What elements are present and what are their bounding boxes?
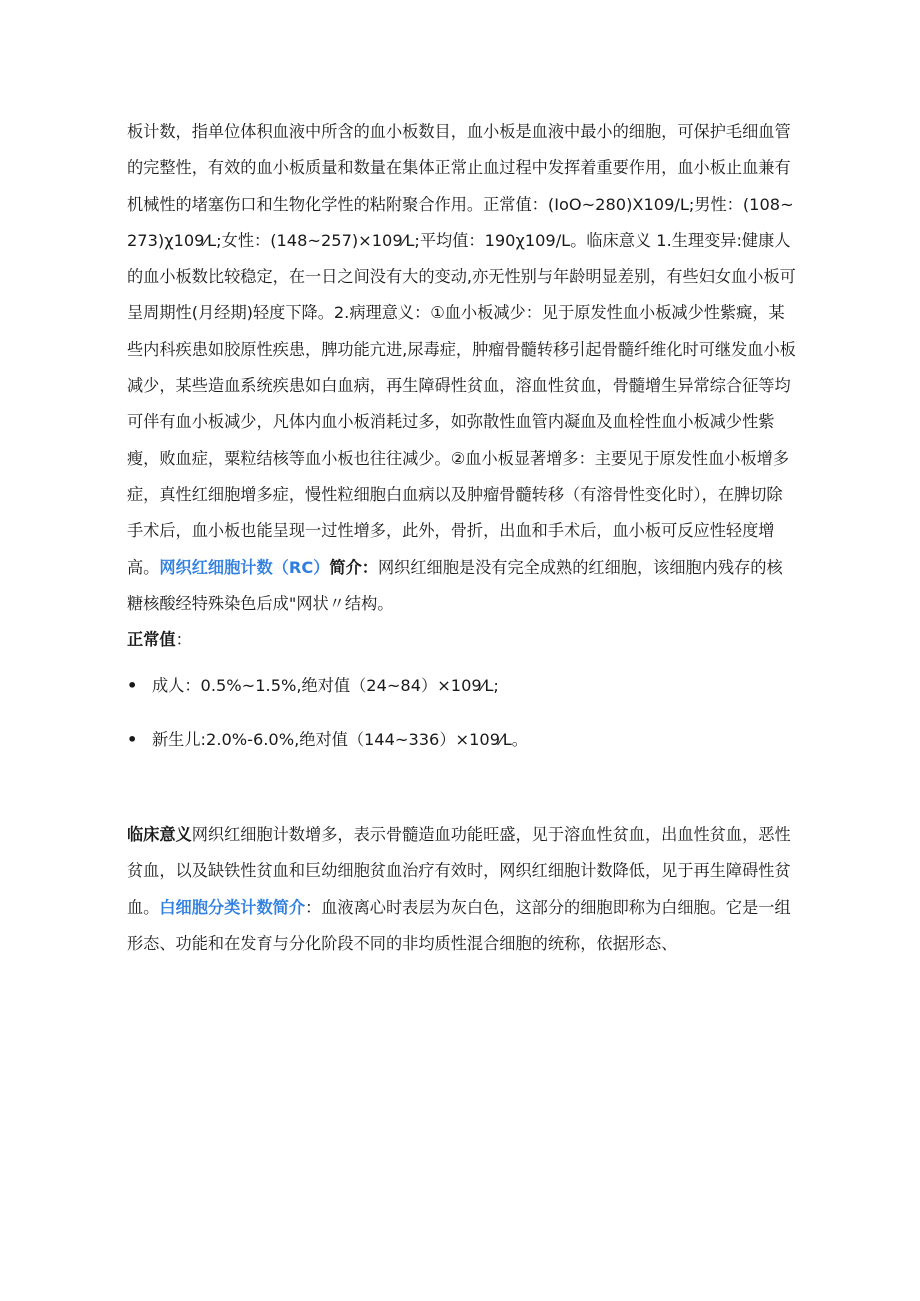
paragraph-clinical-significance (127, 817, 796, 962)
list-item (127, 668, 796, 704)
normal-value-colon: ： (175, 630, 192, 650)
wbc-intro-text: ：血液离心时表层为灰白色，这部分的细胞即称为白细胞。它是一组形态、功能和在发育与分化阶段不同的非均质性混合细胞的统称，依据形态、 (127, 897, 791, 953)
bullet-icon: • (127, 676, 138, 696)
clinical-significance-label: 临床意义 (127, 825, 192, 845)
paragraph-platelet (127, 114, 796, 622)
link-reticulocyte-count[interactable]: 网织红细胞计数（RC） (159, 557, 330, 577)
list-item-text: 新生儿:2.0%-6.0%,绝对值（144~336）×109⁄L。 (152, 729, 528, 749)
reticulocyte-intro-text: 网织红细胞是没有完全成熟的红细胞，该细胞内残存的核糖核酸经特殊染色后成"网状〃结构。 (127, 557, 783, 613)
clinical-significance-text: 网织红细胞计数增多，表示骨髓造血功能旺盛，见于溶血性贫血，出血性贫血，恶性贫血，以及缺铁性贫血和巨幼细胞贫血治疗有效时，网织红细胞计数降低，见于再生障碍性贫血。 (127, 825, 791, 917)
platelet-text: 板计数，指单位体积血液中所含的血小板数目，血小板是血液中最小的细胞，可保护毛细血管的完整性，有效的血小板质量和数量在集体正常止血过程中发挥着重要作用，血小板止血兼有机械性的堵塞伤口和生物化学性的粘附聚合作用。正常值：(IoO~280)X109/L;男性：(108~273)χ109⁄L;女性：(148~257)×109⁄L;平均值：190χ109/L。临床意义 1.生理变异:健康人的血小板数比较稳定，在一日之间没有大的变动,亦无性别与年龄明显差别，有些妇女血小板可呈周期性(月经期)轻度下降。2.病理意义：①血小板减少：见于原发性血小板减少性紫癍，某些内科疾患如胶原性疾患，脾功能亢进,尿毒症，肿瘤骨髓转移引起骨髓纤维化时可继发血小板减少，某些造血系统疾患如白血病，再生障碍性贫血，溶血性贫血，骨髓增生异常综合征等均可伴有血小板减少，凡体内血小板消耗过多，如弥散性血管内凝血及血栓性血小板减少性紫瘦，败血症，粟粒结核等血小板也往往减少。②血小板显著增多：主要见于原发性血小板增多症，真性红细胞增多症，慢性粒细胞白血病以及肿瘤骨髓转移（有溶骨性变化时），在脾切除手术后，血小板也能呈现一过性增多，此外，骨折，出血和手术后，血小板可反应性轻度增高。 (127, 122, 796, 577)
normal-value-heading (127, 622, 796, 658)
spacer (127, 775, 796, 817)
normal-value-list (127, 668, 796, 758)
list-item (127, 722, 796, 758)
bullet-icon: • (127, 729, 138, 749)
normal-value-label: 正常值 (127, 630, 176, 650)
intro-label: 简介： (329, 557, 378, 577)
list-item-text: 成人：0.5%~1.5%,绝对值（24~84）×109⁄L; (152, 676, 499, 696)
link-wbc-differential[interactable]: 白细胞分类计数简介 (159, 897, 306, 917)
